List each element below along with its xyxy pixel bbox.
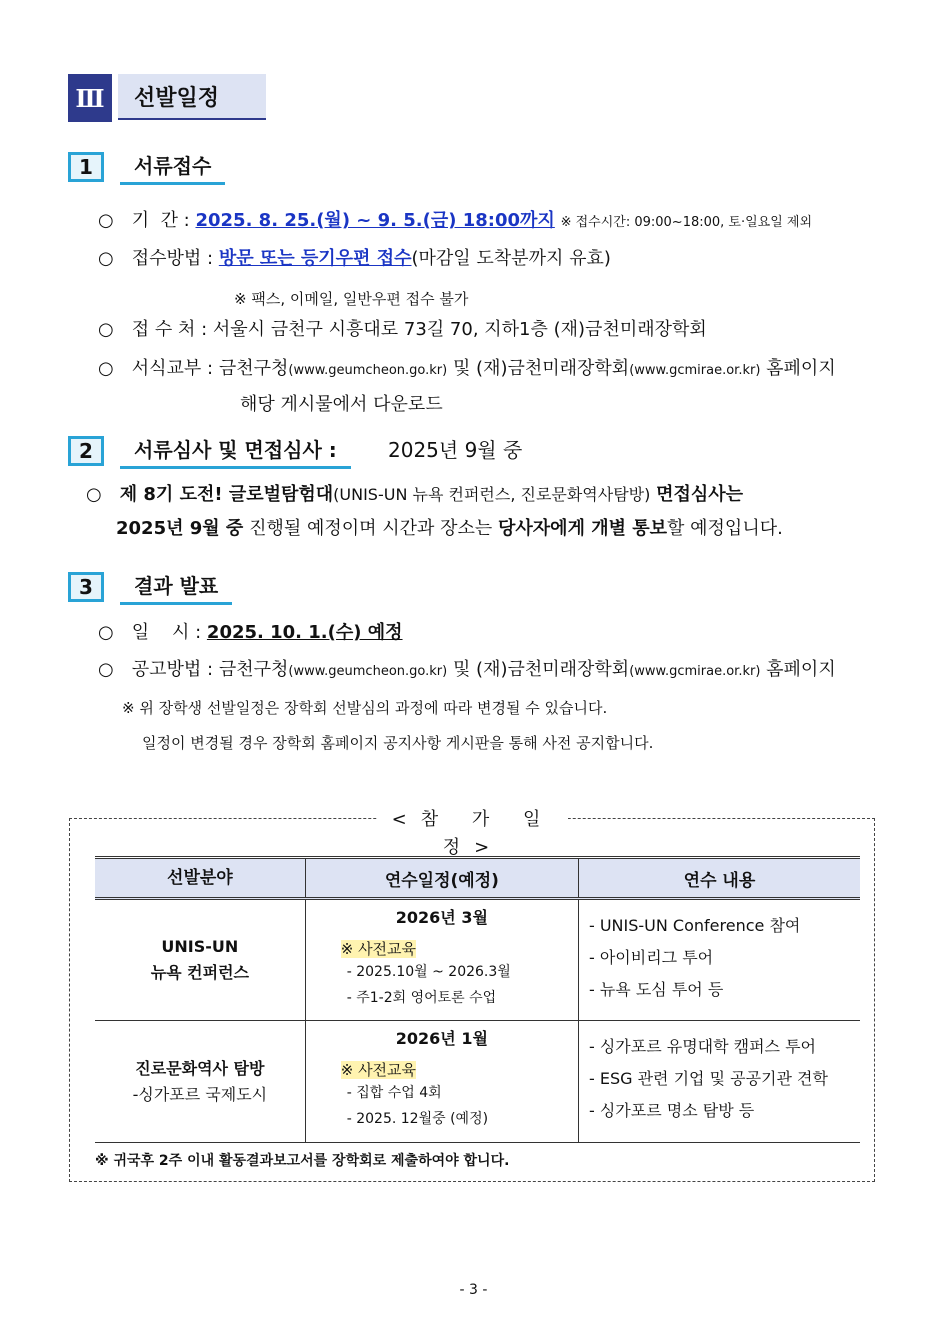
activity-item: - 싱가포르 유명대학 캠퍼스 투어: [588, 1037, 817, 1056]
activity-item: - 싱가포르 명소 탐방 등: [588, 1101, 755, 1120]
program-name: 제 8기 도전! 글로벌탐험대: [119, 484, 334, 505]
announce-text-3: 홈페이지: [766, 659, 836, 680]
place-row: [98, 317, 707, 343]
field-name-line1: 진로문화역사 탐방: [135, 1058, 265, 1078]
form-row-2: 해당 게시물에서 다운로드: [240, 394, 443, 415]
pre-training-item: - 주1-2회 영어토론 수업: [346, 990, 497, 1006]
method-warning: ※ 팩스, 이메일, 일반우편 접수 불가: [234, 290, 469, 308]
announce-date-row: [98, 620, 403, 646]
field-name-line2: -싱가포르 국제도시: [132, 1084, 268, 1104]
method-row: [98, 246, 611, 272]
form-row: [98, 356, 836, 384]
pre-training-item: - 2025.10월 ~ 2026.3월: [346, 964, 511, 980]
announce-method-row: [98, 657, 836, 685]
activity-item: - ESG 관련 기업 및 공공기관 견학: [588, 1069, 828, 1088]
circle-bullet-icon: ○: [98, 358, 114, 379]
announce-text-1: 금천구청: [218, 659, 289, 680]
schedule-table: [95, 856, 860, 1143]
form-text-3: 홈페이지: [766, 358, 836, 379]
circle-bullet-icon: ○: [98, 622, 114, 643]
place-value: 서울시 금천구 시흥대로 73길 70, 지하1층 (재)금천미래장학회: [212, 319, 707, 340]
method-value: 방문 또는 등기우편 접수: [218, 248, 412, 269]
pre-training-item: - 2025. 12월중 (예정): [346, 1111, 489, 1127]
interview-paragraph: [86, 478, 886, 546]
subsection-1-number: 1: [68, 152, 104, 182]
activity-item: - 아이비리그 투어: [588, 948, 714, 967]
circle-bullet-icon: ○: [86, 484, 102, 505]
section-number-badge: Ⅲ: [68, 74, 112, 122]
header-content: 연수 내용: [578, 858, 860, 899]
period-note: ※ 접수시간: 09:00~18:00, 토·일요일 제외: [560, 215, 813, 230]
period-row: [98, 208, 812, 236]
circle-bullet-icon: ○: [98, 248, 114, 269]
form-url-1[interactable]: (www.geumcheon.go.kr): [288, 363, 448, 378]
interview-tail: 할 예정입니다.: [667, 518, 783, 539]
table-row: [95, 899, 860, 1021]
pre-training-label: ※ 사전교육: [340, 940, 417, 958]
page-number: - 3 -: [459, 1282, 488, 1298]
individual-notice: 당사자에게 개별 통보: [498, 518, 668, 539]
program-details: (UNIS-UN 뉴욕 컨퍼런스, 진로문화역사탐방): [333, 485, 651, 504]
field-name-line1: UNIS-UN: [161, 937, 239, 956]
table-footnote: ※ 귀국후 2주 이내 활동결과보고서를 장학회로 제출하여야 합니다.: [95, 1153, 510, 1169]
announce-method-label: 공고방법 :: [131, 659, 214, 680]
form-label: 서식교부 :: [131, 358, 214, 379]
subsection-2-title: 서류심사 및 면접심사 :: [120, 436, 351, 469]
field-name-line2: 뉴욕 컨퍼런스: [150, 963, 250, 982]
table-row: [95, 1021, 860, 1143]
subsection-2-number: 2: [68, 436, 104, 466]
interview-text: 진행될 예정이며 시간과 장소는: [249, 518, 493, 539]
form-text-1: 금천구청: [218, 358, 289, 379]
training-period: 2026년 3월: [395, 908, 488, 927]
section-title: 선발일정: [118, 74, 266, 120]
subsection-3-title: 결과 발표: [120, 572, 232, 605]
form-url-2[interactable]: (www.gcmirae.or.kr): [629, 363, 761, 378]
change-note-1: ※ 위 장학생 선발일정은 장학회 선발심의 과정에 따라 변경될 수 있습니다.: [122, 699, 608, 717]
method-note: (마감일 도착분까지 유효): [411, 248, 611, 269]
activity-cell: [578, 1021, 860, 1143]
announce-date-label: 일 시 :: [131, 622, 202, 643]
activity-cell: [578, 899, 860, 1021]
interview-date: 2025년 9월 중: [116, 518, 244, 539]
announce-date-value: 2025. 10. 1.(수) 예정: [206, 622, 403, 643]
method-label: 접수방법 :: [131, 248, 214, 269]
period-cell: [305, 899, 578, 1021]
training-period: 2026년 1월: [395, 1029, 488, 1048]
subsection-1-title: 서류접수: [120, 152, 225, 185]
place-label: 접 수 처 :: [131, 319, 208, 340]
circle-bullet-icon: ○: [98, 319, 114, 340]
field-cell: [95, 1021, 305, 1143]
period-cell: [305, 1021, 578, 1143]
circle-bullet-icon: ○: [98, 210, 114, 231]
activity-item: - 뉴욕 도심 투어 등: [588, 980, 724, 999]
pre-training-item: - 집합 수업 4회: [346, 1085, 442, 1101]
circle-bullet-icon: ○: [98, 659, 114, 680]
interview-label: 면접심사는: [656, 484, 744, 505]
period-label: 기 간 :: [131, 210, 190, 231]
subsection-3-number: 3: [68, 572, 104, 602]
announce-url-2[interactable]: (www.gcmirae.or.kr): [629, 664, 761, 679]
period-value: 2025. 8. 25.(월) ~ 9. 5.(금) 18:00까지: [195, 210, 555, 231]
activity-item: - UNIS-UN Conference 참여: [588, 916, 801, 935]
change-note-2: 일정이 변경될 경우 장학회 홈페이지 공지사항 게시판을 통해 사전 공지합니다.: [142, 734, 654, 752]
header-field: 선발분야: [95, 858, 305, 899]
table-header-row: [95, 858, 860, 899]
form-text-2: 및 (재)금천미래장학회: [452, 358, 630, 379]
announce-url-1[interactable]: (www.geumcheon.go.kr): [288, 664, 448, 679]
pre-training-label: ※ 사전교육: [340, 1061, 417, 1079]
subsection-2-date: 2025년 9월 중: [388, 438, 523, 462]
schedule-box-title: <참 가 일 정>: [378, 806, 568, 862]
field-cell: [95, 899, 305, 1021]
header-period: 연수일정(예정): [305, 858, 578, 899]
announce-text-2: 및 (재)금천미래장학회: [452, 659, 630, 680]
